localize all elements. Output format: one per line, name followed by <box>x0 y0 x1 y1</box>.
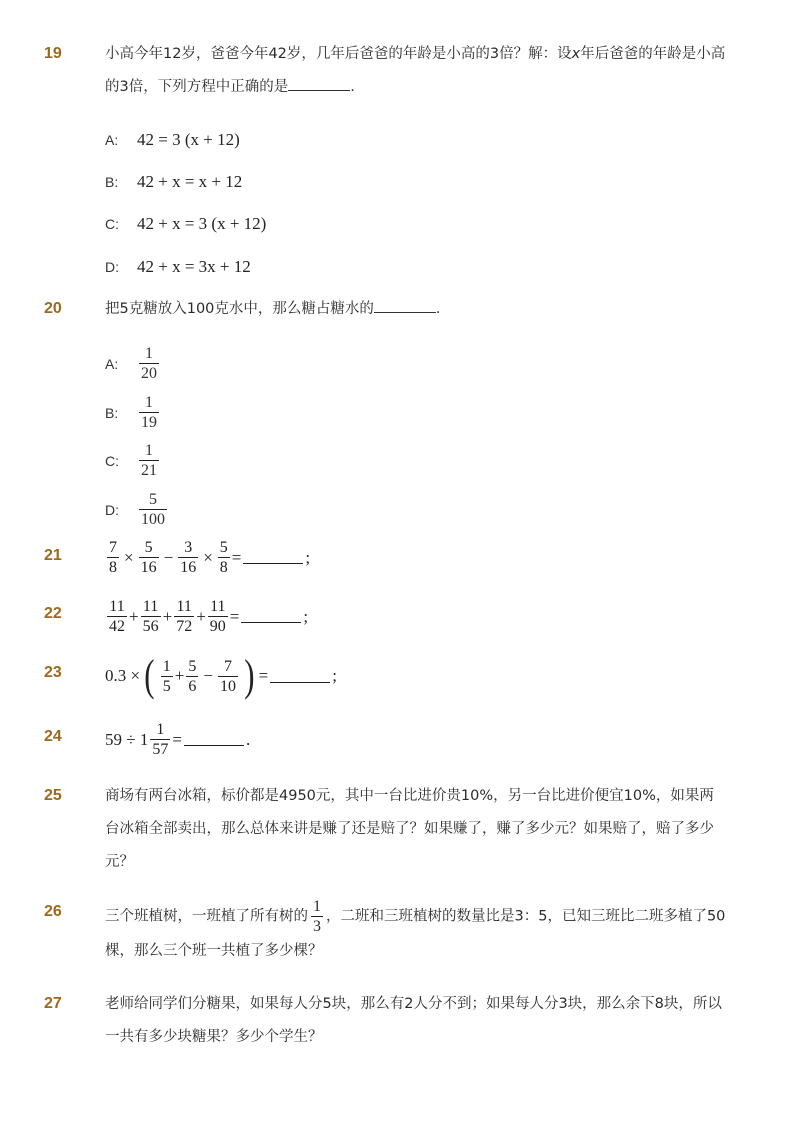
question-number: 22 <box>44 605 62 622</box>
answer-blank <box>270 670 330 683</box>
right-paren: ) <box>244 651 255 700</box>
fraction: $\frac{11}{56}$ <box>142 598 159 635</box>
expression: $\frac{7}{8}$ × $\frac{5}{16}$ − $\frac{3}{16}$ × $\frac{5}{8}$ = ; <box>109 539 311 576</box>
question-number: 27 <box>44 995 62 1012</box>
answer-blank <box>374 302 436 313</box>
question-number: 23 <box>44 664 62 681</box>
question-number: 24 <box>44 728 62 745</box>
fraction: $\frac{7}{8}$ <box>109 539 117 576</box>
answer-blank <box>243 551 303 564</box>
fraction: $\frac{5}{16}$ <box>140 539 157 576</box>
answer-blank <box>288 80 350 91</box>
expression: $\frac{11}{42}$ + $\frac{11}{56}$ + $\frac{11}{72}$ + $\frac{11}{90}$ = ; <box>109 598 309 635</box>
question-number: 21 <box>44 547 62 564</box>
option-c[interactable]: C: 42 + x = 3 (x + 12) <box>105 214 267 233</box>
option-c[interactable]: C: $\frac{1}{21}$ <box>105 442 157 479</box>
question-text: 小高今年12岁，爸爸今年42岁，几年后爸爸的年龄是小高的3倍？解：设x年后爸爸的年龄是小高的3倍，下列方程中正确的是 . <box>105 46 726 95</box>
question-text: 老师给同学们分糖果，如果每人分5块，那么有2人分不到；如果每人分3块，那么余下8块，所以一共有多少块糖果？多少个学生？ <box>105 996 722 1045</box>
question-number: 26 <box>44 903 62 920</box>
question-number: 20 <box>44 300 62 317</box>
question-number: 25 <box>44 787 62 804</box>
fraction: $\frac{5}{6}$ <box>188 657 197 695</box>
fraction: $\frac{5}{8}$ <box>219 539 228 576</box>
fraction: $\frac{1}{3}$ <box>313 898 321 935</box>
question-text: 三个班植树，一班植了所有树的 $\frac{1}{3}$ ，二班和三班植树的数量比是3：5，已知三班比二班多植了50 棵，那么三个班一共植了多少棵？ <box>105 898 726 959</box>
expression: 0.3 × ( $\frac{1}{5}$ + $\frac{5}{6}$ − $\frac{7}{10}$ ) = ; <box>105 651 337 700</box>
fraction: $\frac{1}{21}$ <box>141 442 157 479</box>
fraction: $\frac{7}{10}$ <box>219 657 236 695</box>
question-text: 把5克糖放入100克水中，那么糖占糖水的 . <box>105 301 441 317</box>
fraction: $\frac{11}{90}$ <box>209 598 226 635</box>
fraction: $\frac{1}{20}$ <box>141 345 157 382</box>
expression: 59 ÷ 1 $\frac{1}{57}$ = . <box>105 721 251 758</box>
question-text: 商场有两台冰箱，标价都是4950元，其中一台比进价贵10%，另一台比进价便宜10%，如果两台冰箱全部卖出，那么总体来讲是赚了还是赔了？如果赚了，赚了多少元？如果赔了，赔了多少元？ <box>105 788 714 870</box>
answer-blank <box>184 733 244 746</box>
question-number: 19 <box>44 45 62 62</box>
fraction: $\frac{11}{72}$ <box>176 598 193 635</box>
option-d[interactable]: D: $\frac{5}{100}$ <box>105 491 165 528</box>
option-a[interactable]: A: 42 = 3 (x + 12) <box>105 130 240 149</box>
fraction: $\frac{3}{16}$ <box>180 539 197 576</box>
fraction: $\frac{11}{42}$ <box>109 598 125 635</box>
fraction: $\frac{1}{5}$ <box>162 657 171 695</box>
fraction: $\frac{5}{100}$ <box>141 491 165 528</box>
left-paren: ( <box>144 651 155 700</box>
fraction: $\frac{1}{57}$ <box>152 721 169 758</box>
fraction: $\frac{1}{19}$ <box>141 394 157 431</box>
option-b[interactable]: B: $\frac{1}{19}$ <box>105 394 157 431</box>
option-b[interactable]: B: 42 + x = x + 12 <box>105 172 243 191</box>
answer-blank <box>241 610 301 623</box>
option-d[interactable]: D: 42 + x = 3x + 12 <box>105 257 251 276</box>
option-a[interactable]: A: $\frac{1}{20}$ <box>105 345 157 382</box>
